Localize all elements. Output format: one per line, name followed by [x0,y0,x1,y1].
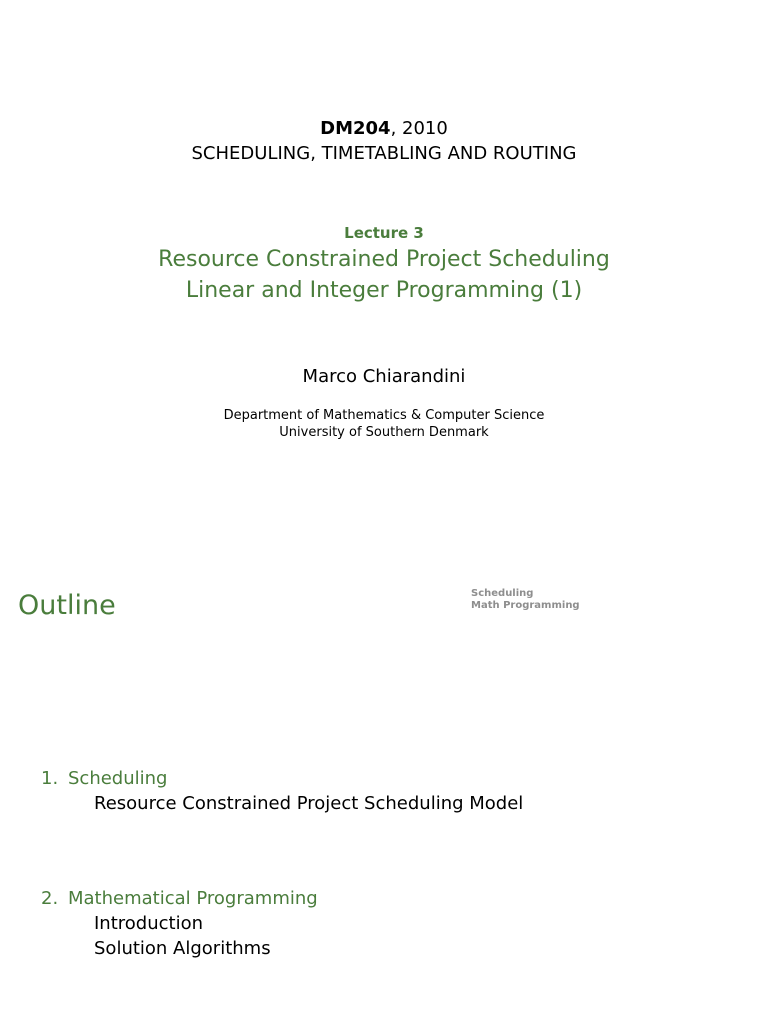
section-number: 2. [41,888,59,909]
course-line [0,117,768,141]
lecture-number: Lecture 3 [344,224,424,242]
subsection-rcps-model[interactable]: Resource Constrained Project Scheduling Model [94,793,524,814]
affiliation-university: University of Southern Denmark [279,425,489,440]
section-title[interactable] [41,886,318,911]
course-code: DM204 [320,118,391,139]
course-title: SCHEDULING, TIMETABLING AND ROUTING [191,143,577,164]
lecture-title-line1: Resource Constrained Project Scheduling [158,247,610,272]
lecture-title-line2: Linear and Integer Programming (1) [185,278,583,303]
author-name: Marco Chiarandini [302,366,466,387]
course-year: , 2010 [390,118,448,139]
affiliation-department: Department of Mathematics & Computer Science [223,408,545,423]
outline-section-math-programming [41,886,318,961]
section-title[interactable] [41,766,523,791]
header-navigation [471,588,580,612]
section-title-text: Mathematical Programming [68,888,318,909]
section-title-text: Scheduling [68,768,168,789]
outline-section-scheduling [41,766,523,816]
outline-slide [0,530,768,1024]
outline-heading: Outline [18,590,116,621]
section-number: 1. [41,768,59,789]
subsection-introduction[interactable]: Introduction [94,913,204,934]
subsection-solution-algorithms[interactable]: Solution Algorithms [94,938,271,959]
nav-item-scheduling[interactable]: Scheduling [471,588,534,599]
nav-item-math-programming[interactable]: Math Programming [471,600,580,611]
